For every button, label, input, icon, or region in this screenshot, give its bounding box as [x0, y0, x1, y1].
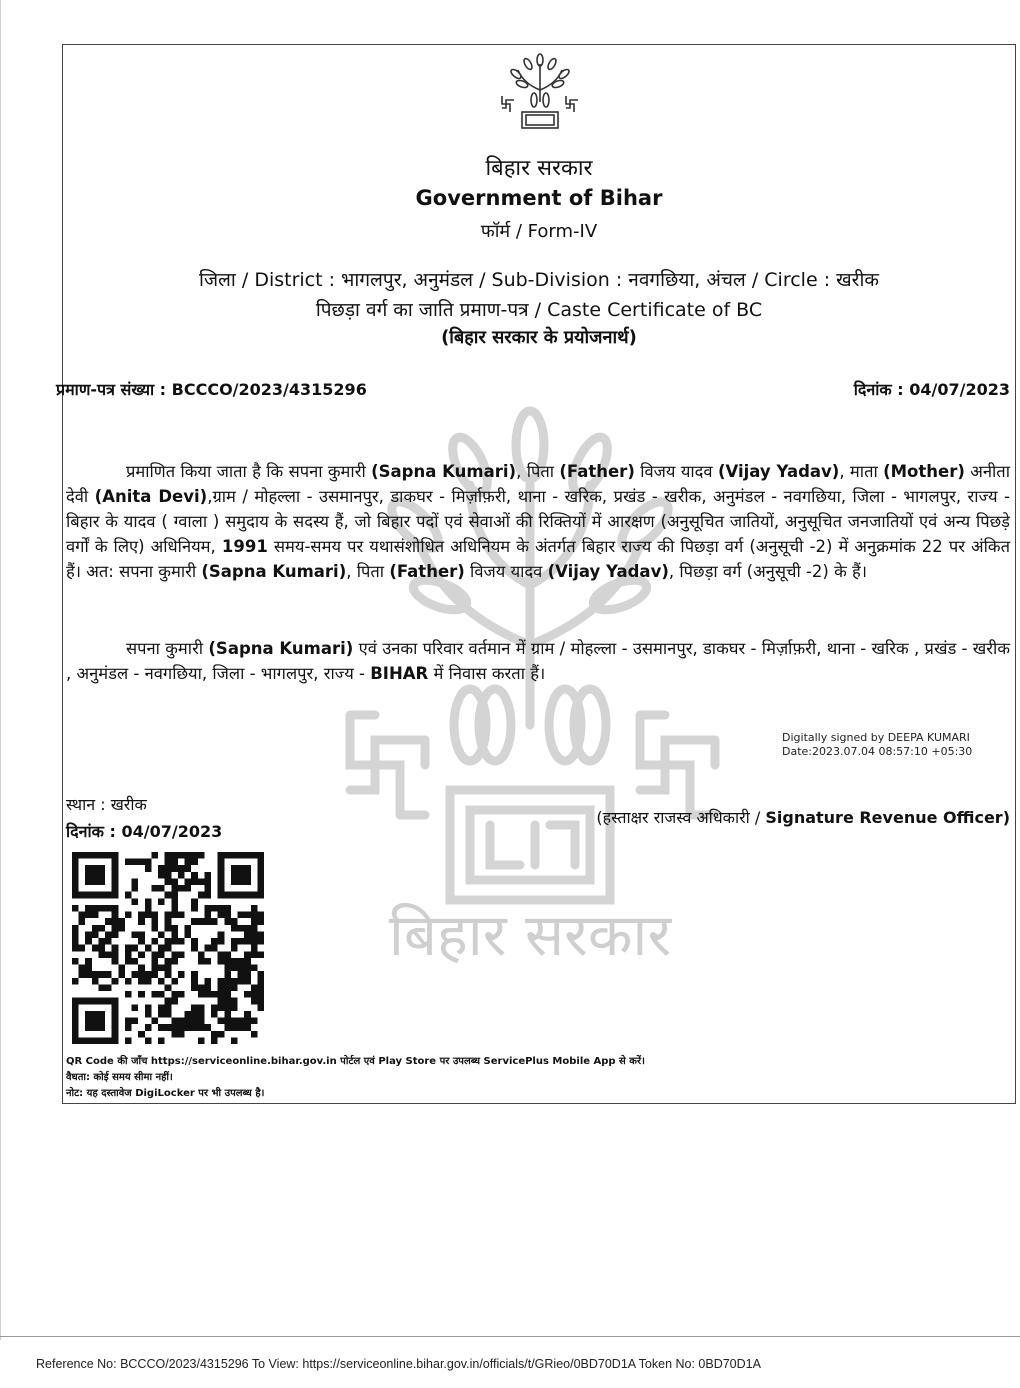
reference-footer: Reference No: BCCCO/2023/4315296 To View: https://serviceonline.bihar.gov.in/officials/t/GRieo/0BD70D1A Token No: 0BD70D1A [36, 1357, 761, 1371]
watermark-text: बिहार सरकार [388, 901, 672, 969]
government-title-english: Government of Bihar [415, 186, 663, 210]
place-label: स्थान : खरीक [66, 795, 147, 814]
certificate-number: प्रमाण-पत्र संख्या : BCCCO/2023/4315296 [56, 380, 367, 399]
certificate-purpose: (बिहार सरकार के प्रयोजनार्थ) [441, 327, 637, 348]
signature-revenue-officer: (हस्ताक्षर राजस्व अधिकारी / Signature Revenue Officer) [596, 808, 1010, 827]
certificate-title: पिछड़ा वर्ग का जाति प्रमाण-पत्र / Caste Certificate of BC [315, 299, 763, 321]
footer-divider [0, 1336, 1020, 1337]
bihar-emblem-icon [498, 52, 582, 132]
district-line: जिला / District : भागलपुर, अनुमंडल / Sub-Division : नवगछिया, अंचल / Circle : खरीक [199, 269, 879, 291]
certificate-date: दिनांक : 04/07/2023 [853, 380, 1010, 399]
government-title-hindi: बिहार सरकार [485, 156, 593, 181]
qr-code [72, 852, 264, 1044]
page-left-edge [0, 0, 1, 1340]
certificate-paragraph-2: सपना कुमारी (Sapna Kumari) एवं उनका परिवार वर्तमान में ग्राम / मोहल्ला - उसमानपुर, डाकघर - मिर्ज़ाफ़री, थाना - खरिक , प्रखंड - खरीक , अनुमंडल - नवगछिया, जिला - भागलपुर, राज्य - BIHAR में निवास करता हैं। [66, 639, 1011, 683]
qr-note-validity: वैधता: कोई समय सीमा नहीं। [66, 1072, 173, 1083]
digital-signature-signer: Digitally signed by DEEPA KUMARI [782, 731, 970, 744]
digital-signature-date: Date:2023.07.04 08:57:10 +05:30 [782, 745, 973, 758]
digital-signature [782, 731, 972, 759]
qr-modules [72, 852, 264, 1044]
place-date: दिनांक : 04/07/2023 [66, 822, 223, 841]
form-label: फॉर्म / Form-IV [480, 221, 598, 242]
qr-note-verify: QR Code की जाँच https://serviceonline.bihar.gov.in पोर्टल एवं Play Store पर उपलब्ध ServicePlus Mobile App से करें। [66, 1056, 645, 1067]
certificate-paragraph-1: प्रमाणित किया जाता है कि सपना कुमारी (Sapna Kumari), पिता (Father) विजय यादव (Vijay Yadav), माता (Mother) अनीता देवी (Anita Devi),ग्राम / मोहल्ला - उसमानपुर, डाकघर - मिर्ज़ाफ़री, थाना - खरिक, प्रखंड - खरीक, अनुमंडल - नवगछिया, जिला - भागलपुर, राज्य - बिहार के यादव ( ग्वाला ) समुदाय के सदस्य हैं, जो बिहार पदों एवं सेवाओं की रिक्तियों में आरक्षण (अनुसूचित जातियों, अनुसूचित जनजातियों एवं अन्य पिछड़े वर्गों के लिए) अधिनियम, 1991 समय-समय पर यथासंशोधित अधिनियम के अंतर्गत बिहार राज्य की पिछड़ा वर्ग (अनुसूची -2) में अनुक्रमांक 22 पर अंकित हैं। अत: सपना कुमारी (Sapna Kumari), पिता (Father) विजय यादव (Vijay Yadav), पिछड़ा वर्ग (अनुसूची -2) के हैं। [66, 462, 1010, 581]
qr-notes [66, 1054, 645, 1102]
qr-note-digilocker: नोट: यह दस्तावेज DigiLocker पर भी उपलब्ध है। [66, 1088, 265, 1099]
